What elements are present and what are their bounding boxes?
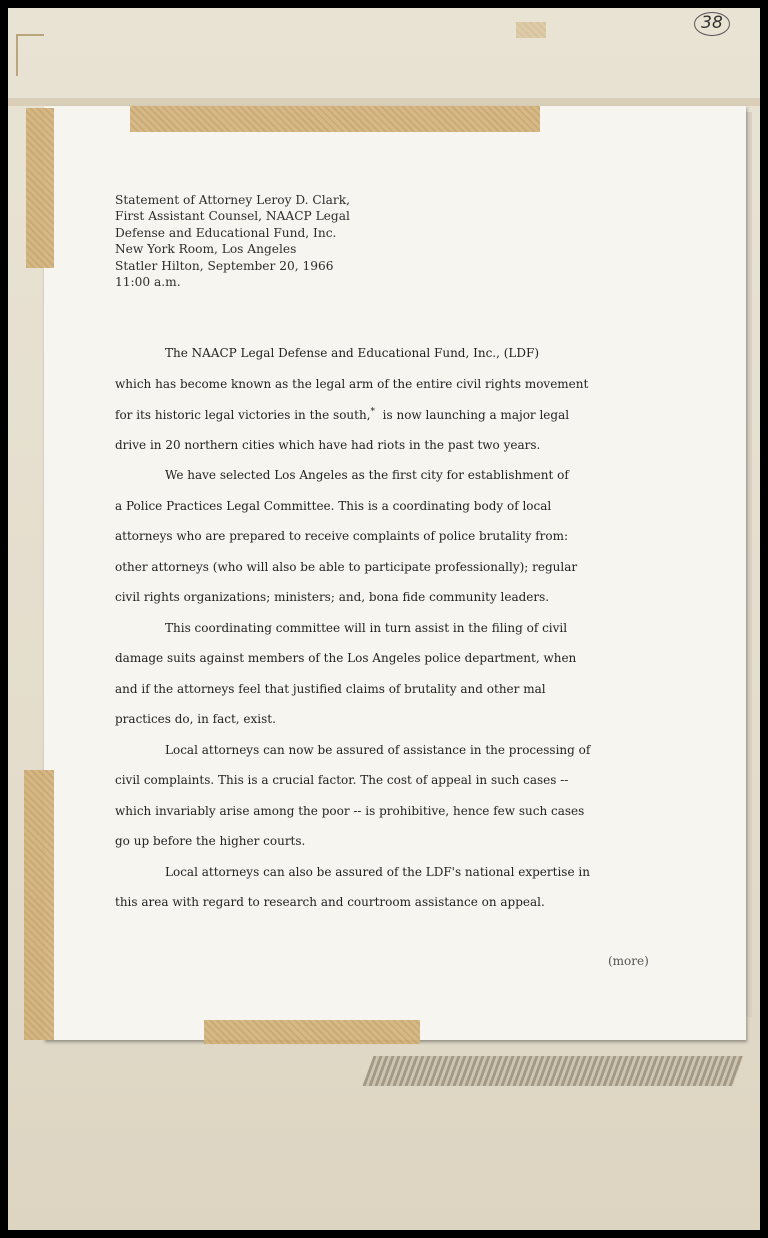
- header-line: Defense and Educational Fund, Inc.: [115, 225, 337, 240]
- tape-strip-top: [130, 106, 540, 132]
- body-line: civil rights organizations; ministers; and, bona fide community leaders.: [115, 590, 550, 604]
- header-line: Statler Hilton, September 20, 1966: [115, 258, 334, 273]
- body-line-continuation: is now launching a major legal: [382, 408, 570, 422]
- body-line: Local attorneys can now be assured of assistance in the processing of: [165, 742, 591, 757]
- body-line: This coordinating committee will in turn assist in the filing of civil: [165, 620, 568, 635]
- body-line: go up before the higher courts.: [115, 834, 306, 848]
- body-line: Local attorneys can also be assured of the LDF's national expertise in: [165, 864, 590, 879]
- header-line: New York Room, Los Angeles: [115, 242, 297, 257]
- statement-header: [115, 192, 350, 290]
- body-line: drive in 20 northern cities which have had riots in the past two years.: [115, 437, 541, 452]
- header-line: 11:00 a.m.: [115, 275, 181, 290]
- body-line: attorneys who are prepared to receive complaints of police brutality from:: [115, 529, 569, 543]
- mount-strip: [8, 98, 760, 106]
- body-line: other attorneys (who will also be able to participate professionally); regular: [115, 559, 578, 574]
- footnote-mark: *: [370, 407, 376, 417]
- corner-bracket-mark: [16, 34, 44, 76]
- body-line: damage suits against members of the Los Angeles police department, when: [115, 651, 577, 665]
- header-line: First Assistant Counsel, NAACP Legal: [115, 209, 350, 224]
- body-line: this area with regard to research and courtroom assistance on appeal.: [115, 895, 545, 909]
- tape-strip-left-bottom: [24, 770, 54, 1040]
- body-line: civil complaints. This is a crucial factor. The cost of appeal in such cases --: [115, 773, 569, 787]
- continuation-marker: (more): [608, 954, 649, 968]
- body-line-text: for its historic legal victories in the south,: [115, 408, 371, 422]
- body-line: practices do, in fact, exist.: [115, 712, 276, 726]
- body-line: We have selected Los Angeles as the first city for establishment of: [165, 468, 569, 482]
- body-line: and if the attorneys feel that justified claims of brutality and other mal: [115, 681, 546, 696]
- tape-residue: [516, 22, 546, 38]
- body-line: [115, 407, 569, 422]
- sheet-underlay-edge: [746, 112, 752, 1017]
- body-line: which has become known as the legal arm of the entire civil rights movement: [115, 376, 589, 391]
- body-line: The NAACP Legal Defense and Educational Fund, Inc., (LDF): [165, 346, 540, 360]
- body-line: a Police Practices Legal Committee. This is a coordinating body of local: [115, 498, 552, 513]
- document-frame: [8, 8, 760, 1230]
- header-line: Statement of Attorney Leroy D. Clark,: [115, 193, 350, 207]
- page-number: 38: [694, 12, 730, 36]
- body-line: which invariably arise among the poor -- is prohibitive, hence few such cases: [115, 803, 585, 818]
- smudge-mark: [363, 1056, 744, 1086]
- tape-strip-left-top: [26, 108, 54, 268]
- tape-strip-bottom: [204, 1020, 420, 1044]
